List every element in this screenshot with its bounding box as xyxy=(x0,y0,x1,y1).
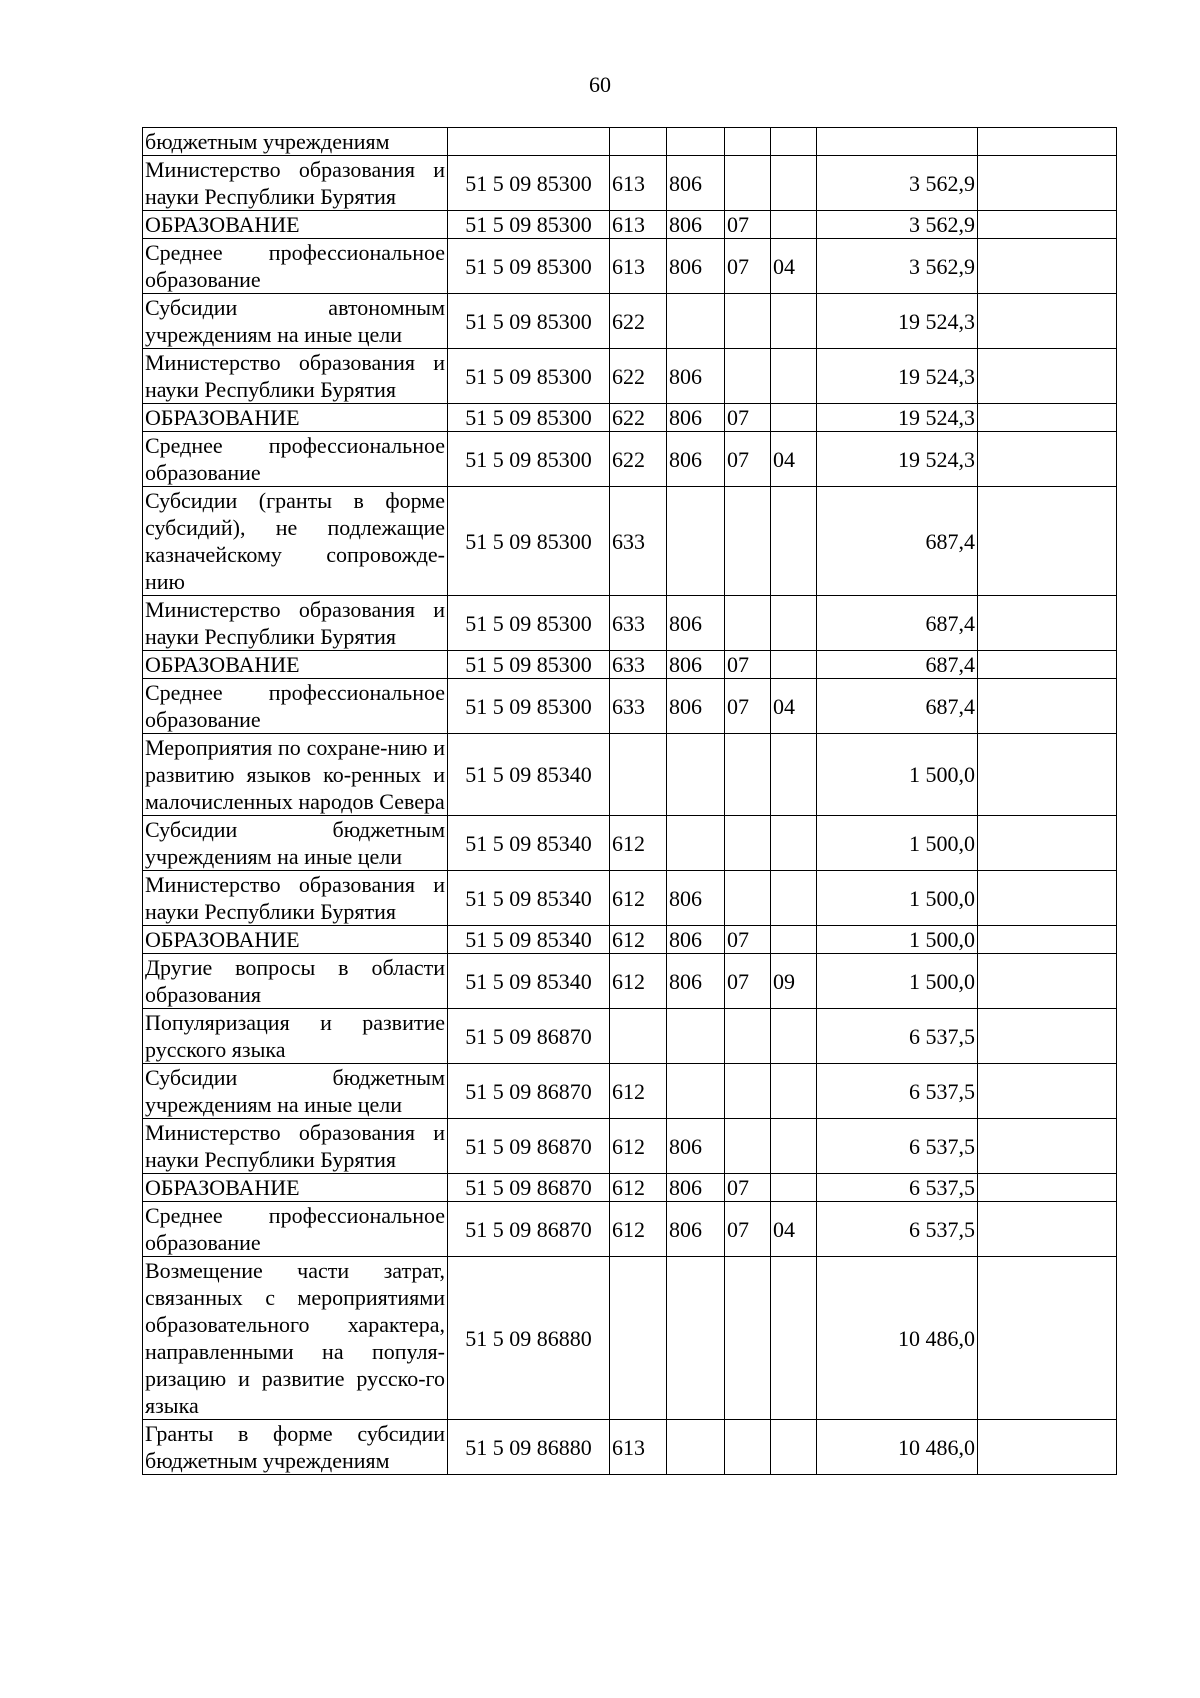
table-row xyxy=(143,1202,1117,1257)
administrator-code-cell xyxy=(667,1009,725,1064)
row-name-cell: Гранты в форме субсидии бюджетным учреждениям xyxy=(143,1420,448,1475)
target-article-cell: 51 5 09 85300 xyxy=(448,432,610,487)
administrator-code-cell: 806 xyxy=(667,1202,725,1257)
expense-type-cell: 622 xyxy=(610,294,667,349)
administrator-code-cell: 806 xyxy=(667,156,725,211)
section-cell xyxy=(725,1064,771,1119)
target-article-cell: 51 5 09 86870 xyxy=(448,1174,610,1202)
empty-cell xyxy=(978,432,1117,487)
table-row xyxy=(143,156,1117,211)
subsection-cell xyxy=(771,926,817,954)
expense-type-cell: 613 xyxy=(610,156,667,211)
target-article-cell: 51 5 09 86870 xyxy=(448,1064,610,1119)
section-cell xyxy=(725,128,771,156)
target-article-cell: 51 5 09 85340 xyxy=(448,816,610,871)
table-row xyxy=(143,239,1117,294)
subsection-cell xyxy=(771,871,817,926)
target-article-cell: 51 5 09 86870 xyxy=(448,1119,610,1174)
empty-cell xyxy=(978,1009,1117,1064)
target-article-cell: 51 5 09 85340 xyxy=(448,954,610,1009)
amount-cell: 3 562,9 xyxy=(817,156,978,211)
subsection-cell xyxy=(771,211,817,239)
row-name-cell: Среднее профессиональное образование xyxy=(143,432,448,487)
section-cell: 07 xyxy=(725,239,771,294)
amount-cell: 3 562,9 xyxy=(817,239,978,294)
empty-cell xyxy=(978,926,1117,954)
empty-cell xyxy=(978,954,1117,1009)
expense-type-cell: 612 xyxy=(610,871,667,926)
expense-type-cell xyxy=(610,1009,667,1064)
amount-cell: 687,4 xyxy=(817,651,978,679)
administrator-code-cell: 806 xyxy=(667,596,725,651)
target-article-cell: 51 5 09 85300 xyxy=(448,596,610,651)
amount-cell: 1 500,0 xyxy=(817,954,978,1009)
subsection-cell xyxy=(771,487,817,596)
expense-type-cell: 612 xyxy=(610,954,667,1009)
subsection-cell xyxy=(771,404,817,432)
subsection-cell xyxy=(771,1119,817,1174)
subsection-cell xyxy=(771,156,817,211)
subsection-cell xyxy=(771,294,817,349)
table-row xyxy=(143,679,1117,734)
table-row xyxy=(143,128,1117,156)
section-cell: 07 xyxy=(725,404,771,432)
section-cell xyxy=(725,349,771,404)
empty-cell xyxy=(978,239,1117,294)
section-cell: 07 xyxy=(725,651,771,679)
row-name-cell: ОБРАЗОВАНИЕ xyxy=(143,211,448,239)
administrator-code-cell xyxy=(667,1257,725,1420)
row-name-cell: Субсидии автономным учреждениям на иные цели xyxy=(143,294,448,349)
section-cell xyxy=(725,1119,771,1174)
subsection-cell: 04 xyxy=(771,239,817,294)
administrator-code-cell: 806 xyxy=(667,926,725,954)
section-cell xyxy=(725,871,771,926)
subsection-cell xyxy=(771,128,817,156)
administrator-code-cell: 806 xyxy=(667,651,725,679)
row-name-cell: Среднее профессиональное образование xyxy=(143,239,448,294)
administrator-code-cell: 806 xyxy=(667,1174,725,1202)
table-row xyxy=(143,816,1117,871)
row-name-cell: бюджетным учреждениям xyxy=(143,128,448,156)
table-row xyxy=(143,1009,1117,1064)
amount-cell: 19 524,3 xyxy=(817,404,978,432)
administrator-code-cell: 806 xyxy=(667,404,725,432)
empty-cell xyxy=(978,294,1117,349)
table-body xyxy=(143,128,1117,1475)
section-cell xyxy=(725,734,771,816)
empty-cell xyxy=(978,128,1117,156)
table-row xyxy=(143,926,1117,954)
expense-type-cell: 622 xyxy=(610,432,667,487)
amount-cell: 6 537,5 xyxy=(817,1119,978,1174)
subsection-cell xyxy=(771,1174,817,1202)
target-article-cell: 51 5 09 85300 xyxy=(448,404,610,432)
subsection-cell xyxy=(771,1257,817,1420)
amount-cell: 6 537,5 xyxy=(817,1202,978,1257)
table-row xyxy=(143,1064,1117,1119)
expense-type-cell: 633 xyxy=(610,596,667,651)
section-cell xyxy=(725,156,771,211)
administrator-code-cell: 806 xyxy=(667,679,725,734)
empty-cell xyxy=(978,487,1117,596)
empty-cell xyxy=(978,404,1117,432)
table-row xyxy=(143,294,1117,349)
section-cell xyxy=(725,1420,771,1475)
expense-type-cell: 633 xyxy=(610,679,667,734)
amount-cell: 1 500,0 xyxy=(817,926,978,954)
empty-cell xyxy=(978,349,1117,404)
administrator-code-cell: 806 xyxy=(667,432,725,487)
administrator-code-cell: 806 xyxy=(667,349,725,404)
row-name-cell: Среднее профессиональное образование xyxy=(143,1202,448,1257)
administrator-code-cell xyxy=(667,128,725,156)
expense-type-cell: 633 xyxy=(610,651,667,679)
administrator-code-cell: 806 xyxy=(667,211,725,239)
section-cell xyxy=(725,1009,771,1064)
table-row xyxy=(143,596,1117,651)
amount-cell: 19 524,3 xyxy=(817,432,978,487)
administrator-code-cell: 806 xyxy=(667,954,725,1009)
table-row xyxy=(143,954,1117,1009)
expense-type-cell: 613 xyxy=(610,239,667,294)
target-article-cell: 51 5 09 86880 xyxy=(448,1420,610,1475)
empty-cell xyxy=(978,1257,1117,1420)
section-cell: 07 xyxy=(725,1174,771,1202)
expense-type-cell: 613 xyxy=(610,211,667,239)
subsection-cell xyxy=(771,816,817,871)
row-name-cell: Другие вопросы в области образования xyxy=(143,954,448,1009)
table-row xyxy=(143,404,1117,432)
target-article-cell: 51 5 09 86870 xyxy=(448,1202,610,1257)
expense-type-cell: 633 xyxy=(610,487,667,596)
administrator-code-cell xyxy=(667,734,725,816)
table-row xyxy=(143,349,1117,404)
administrator-code-cell xyxy=(667,816,725,871)
section-cell: 07 xyxy=(725,926,771,954)
table-row xyxy=(143,651,1117,679)
table-row xyxy=(143,1257,1117,1420)
empty-cell xyxy=(978,651,1117,679)
row-name-cell: ОБРАЗОВАНИЕ xyxy=(143,404,448,432)
row-name-cell: ОБРАЗОВАНИЕ xyxy=(143,926,448,954)
amount-cell: 1 500,0 xyxy=(817,734,978,816)
table-row xyxy=(143,1119,1117,1174)
row-name-cell: Министерство образования и науки Республики Бурятия xyxy=(143,349,448,404)
target-article-cell: 51 5 09 85300 xyxy=(448,239,610,294)
row-name-cell: ОБРАЗОВАНИЕ xyxy=(143,1174,448,1202)
row-name-cell: Среднее профессиональное образование xyxy=(143,679,448,734)
empty-cell xyxy=(978,1119,1117,1174)
subsection-cell xyxy=(771,1064,817,1119)
row-name-cell: Возмещение части затрат, связанных с мероприятиями образовательного характера, направленными на популя-ризацию и развитие русско-го языка xyxy=(143,1257,448,1420)
amount-cell: 6 537,5 xyxy=(817,1009,978,1064)
section-cell xyxy=(725,596,771,651)
target-article-cell: 51 5 09 85300 xyxy=(448,679,610,734)
section-cell xyxy=(725,487,771,596)
amount-cell: 10 486,0 xyxy=(817,1420,978,1475)
table-row xyxy=(143,734,1117,816)
row-name-cell: Министерство образования и науки Республики Бурятия xyxy=(143,1119,448,1174)
empty-cell xyxy=(978,871,1117,926)
page-number: 60 xyxy=(589,72,611,97)
subsection-cell: 04 xyxy=(771,432,817,487)
administrator-code-cell: 806 xyxy=(667,1119,725,1174)
table-row xyxy=(143,871,1117,926)
table-row xyxy=(143,1174,1117,1202)
amount-cell: 687,4 xyxy=(817,679,978,734)
expense-type-cell: 613 xyxy=(610,1420,667,1475)
empty-cell xyxy=(978,679,1117,734)
administrator-code-cell: 806 xyxy=(667,239,725,294)
subsection-cell: 09 xyxy=(771,954,817,1009)
section-cell: 07 xyxy=(725,1202,771,1257)
empty-cell xyxy=(978,1420,1117,1475)
target-article-cell: 51 5 09 85300 xyxy=(448,651,610,679)
subsection-cell xyxy=(771,1420,817,1475)
budget-table xyxy=(142,127,1117,1475)
table-row xyxy=(143,487,1117,596)
subsection-cell: 04 xyxy=(771,679,817,734)
expense-type-cell: 612 xyxy=(610,926,667,954)
section-cell: 07 xyxy=(725,679,771,734)
amount-cell: 1 500,0 xyxy=(817,816,978,871)
subsection-cell: 04 xyxy=(771,1202,817,1257)
amount-cell: 6 537,5 xyxy=(817,1064,978,1119)
amount-cell xyxy=(817,128,978,156)
amount-cell: 687,4 xyxy=(817,487,978,596)
section-cell xyxy=(725,1257,771,1420)
subsection-cell xyxy=(771,349,817,404)
subsection-cell xyxy=(771,734,817,816)
row-name-cell: Министерство образования и науки Республики Бурятия xyxy=(143,596,448,651)
expense-type-cell: 612 xyxy=(610,1119,667,1174)
empty-cell xyxy=(978,156,1117,211)
subsection-cell xyxy=(771,596,817,651)
row-name-cell: Субсидии (гранты в форме субсидий), не подлежащие казначейскому сопровожде-нию xyxy=(143,487,448,596)
amount-cell: 6 537,5 xyxy=(817,1174,978,1202)
expense-type-cell xyxy=(610,734,667,816)
empty-cell xyxy=(978,816,1117,871)
amount-cell: 1 500,0 xyxy=(817,871,978,926)
empty-cell xyxy=(978,1202,1117,1257)
administrator-code-cell xyxy=(667,294,725,349)
table-row xyxy=(143,1420,1117,1475)
row-name-cell: Популяризация и развитие русского языка xyxy=(143,1009,448,1064)
section-cell: 07 xyxy=(725,954,771,1009)
amount-cell: 19 524,3 xyxy=(817,294,978,349)
table-row xyxy=(143,211,1117,239)
target-article-cell: 51 5 09 85300 xyxy=(448,294,610,349)
expense-type-cell: 612 xyxy=(610,1064,667,1119)
expense-type-cell: 612 xyxy=(610,1174,667,1202)
empty-cell xyxy=(978,1064,1117,1119)
section-cell xyxy=(725,294,771,349)
target-article-cell: 51 5 09 85300 xyxy=(448,487,610,596)
amount-cell: 19 524,3 xyxy=(817,349,978,404)
amount-cell: 10 486,0 xyxy=(817,1257,978,1420)
expense-type-cell: 622 xyxy=(610,404,667,432)
row-name-cell: Мероприятия по сохране-нию и развитию языков ко-ренных и малочисленных народов Севера xyxy=(143,734,448,816)
administrator-code-cell: 806 xyxy=(667,871,725,926)
subsection-cell xyxy=(771,1009,817,1064)
empty-cell xyxy=(978,734,1117,816)
expense-type-cell xyxy=(610,1257,667,1420)
row-name-cell: Министерство образования и науки Республики Бурятия xyxy=(143,156,448,211)
expense-type-cell: 622 xyxy=(610,349,667,404)
row-name-cell: Министерство образования и науки Республики Бурятия xyxy=(143,871,448,926)
target-article-cell: 51 5 09 85340 xyxy=(448,926,610,954)
table-row xyxy=(143,432,1117,487)
target-article-cell xyxy=(448,128,610,156)
expense-type-cell: 612 xyxy=(610,816,667,871)
administrator-code-cell xyxy=(667,1420,725,1475)
target-article-cell: 51 5 09 85340 xyxy=(448,734,610,816)
empty-cell xyxy=(978,1174,1117,1202)
target-article-cell: 51 5 09 85340 xyxy=(448,871,610,926)
row-name-cell: Субсидии бюджетным учреждениям на иные цели xyxy=(143,816,448,871)
row-name-cell: ОБРАЗОВАНИЕ xyxy=(143,651,448,679)
section-cell: 07 xyxy=(725,432,771,487)
administrator-code-cell xyxy=(667,487,725,596)
target-article-cell: 51 5 09 85300 xyxy=(448,211,610,239)
administrator-code-cell xyxy=(667,1064,725,1119)
expense-type-cell: 612 xyxy=(610,1202,667,1257)
section-cell xyxy=(725,816,771,871)
section-cell: 07 xyxy=(725,211,771,239)
amount-cell: 3 562,9 xyxy=(817,211,978,239)
expense-type-cell xyxy=(610,128,667,156)
empty-cell xyxy=(978,211,1117,239)
target-article-cell: 51 5 09 86880 xyxy=(448,1257,610,1420)
amount-cell: 687,4 xyxy=(817,596,978,651)
target-article-cell: 51 5 09 85300 xyxy=(448,349,610,404)
target-article-cell: 51 5 09 86870 xyxy=(448,1009,610,1064)
subsection-cell xyxy=(771,651,817,679)
row-name-cell: Субсидии бюджетным учреждениям на иные цели xyxy=(143,1064,448,1119)
empty-cell xyxy=(978,596,1117,651)
target-article-cell: 51 5 09 85300 xyxy=(448,156,610,211)
